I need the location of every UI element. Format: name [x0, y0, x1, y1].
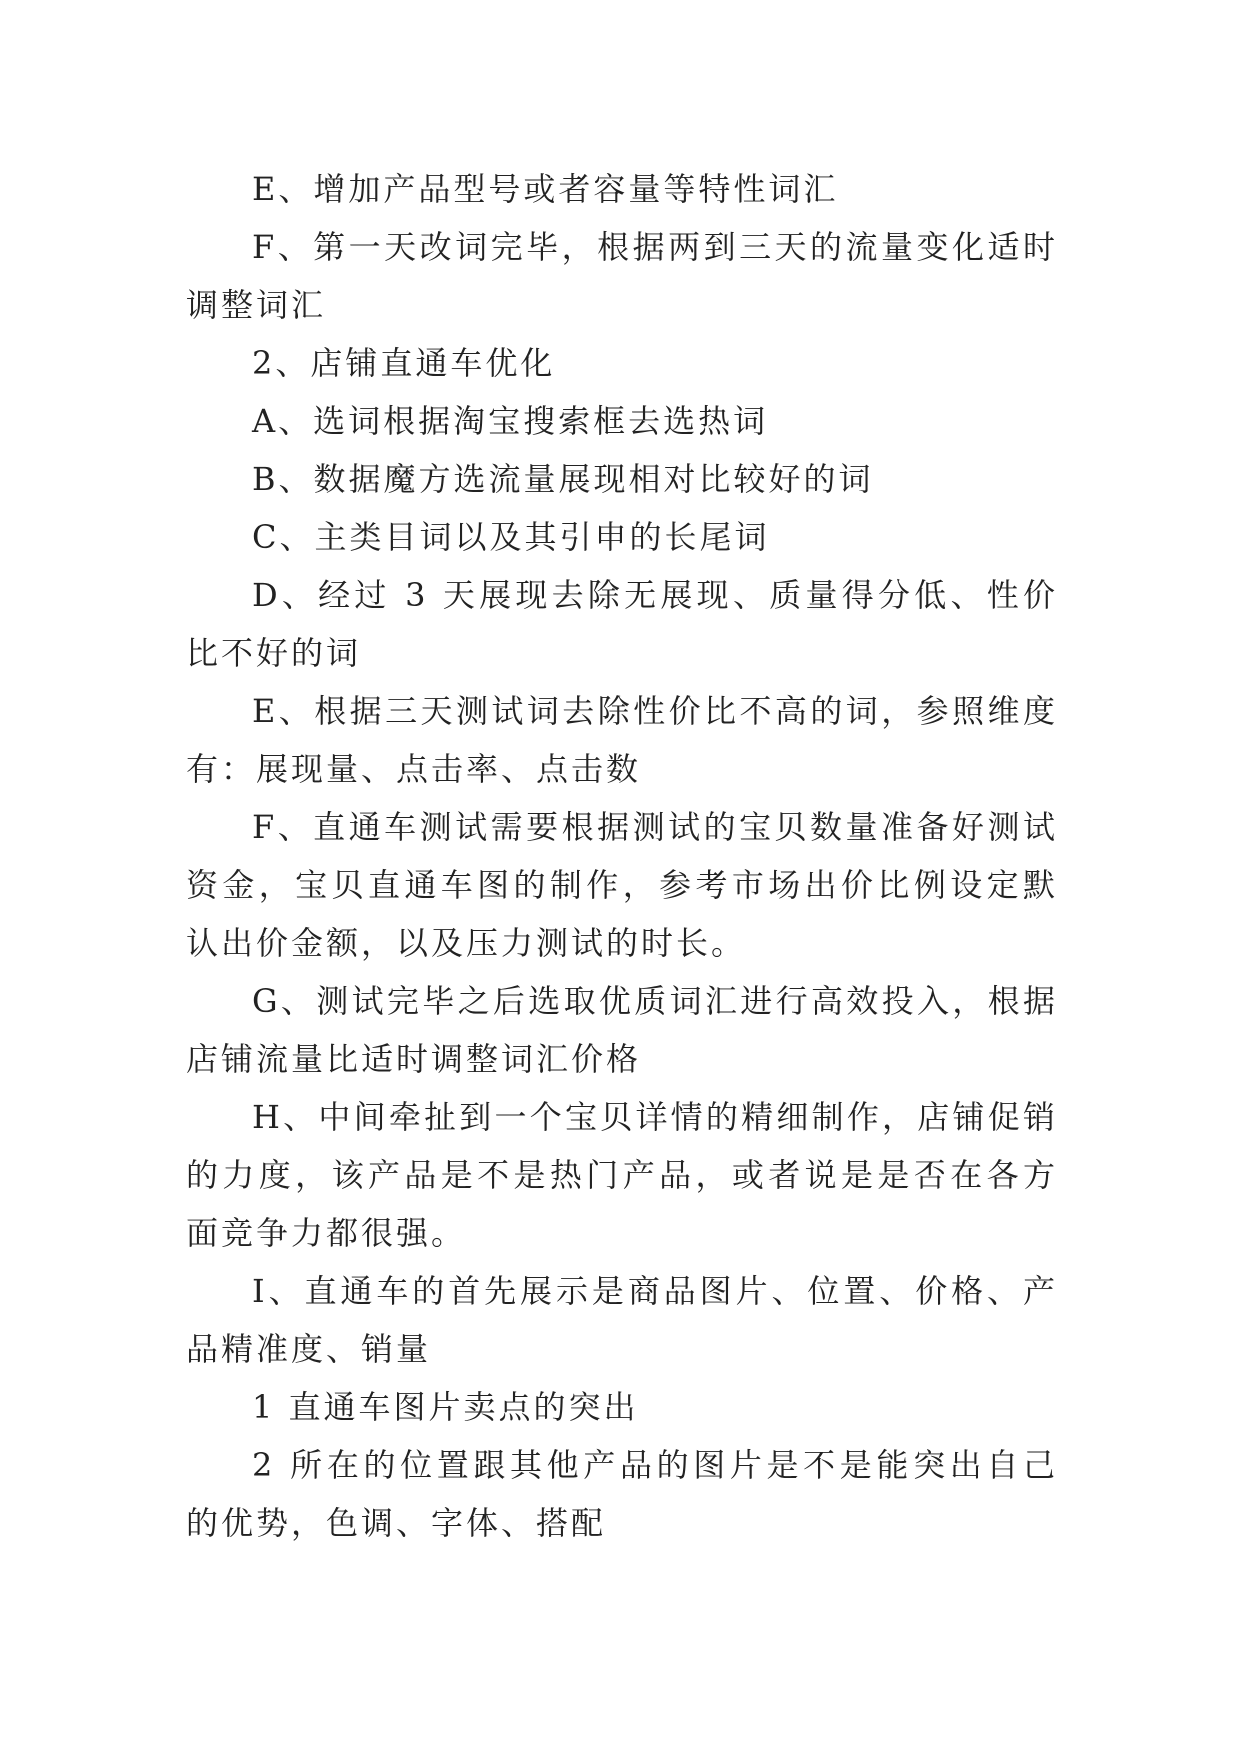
paragraph-a-search-box: A、选词根据淘宝搜索框去选热词	[252, 402, 769, 440]
list-item-2-position-advantage: 2 所在的位置跟其他产品的图片是不是能突出自己的优势，色调、字体、搭配	[186, 1446, 1058, 1542]
paragraph-i-display-factors: I、直通车的首先展示是商品图片、位置、价格、产品精准度、销量	[186, 1272, 1058, 1368]
paragraph-e-test-words: E、根据三天测试词去除性价比不高的词，参照维度有：展现量、点击率、点击数	[186, 692, 1058, 788]
paragraph-c-category-words: C、主类目词以及其引申的长尾词	[252, 518, 770, 556]
section-heading-store-ads: 2、店铺直通车优化	[252, 344, 556, 382]
paragraph-g-quality-words: G、测试完毕之后选取优质词汇进行高效投入，根据店铺流量比适时调整词汇价格	[186, 982, 1058, 1078]
paragraph-b-data-cube: B、数据魔方选流量展现相对比较好的词	[252, 460, 874, 498]
paragraph-d-three-day-filter: D、经过 3 天展现去除无展现、质量得分低、性价比不好的词	[186, 576, 1058, 672]
paragraph-f-first-day-keywords: F、第一天改词完毕，根据两到三天的流量变化适时调整词汇	[186, 228, 1058, 324]
paragraph-f-test-budget: F、直通车测试需要根据测试的宝贝数量准备好测试资金，宝贝直通车图的制作，参考市场出价比例设定默认出价金额，以及压力测试的时长。	[186, 808, 1058, 962]
document-body	[186, 160, 1058, 1552]
paragraph-e-product-model: E、增加产品型号或者容量等特性词汇	[252, 170, 839, 208]
paragraph-h-detail-page: H、中间牵扯到一个宝贝详情的精细制作，店铺促销的力度，该产品是不是热门产品，或者说是是否在各方面竞争力都很强。	[186, 1098, 1058, 1252]
list-item-1-image-selling-point: 1 直通车图片卖点的突出	[252, 1388, 639, 1426]
